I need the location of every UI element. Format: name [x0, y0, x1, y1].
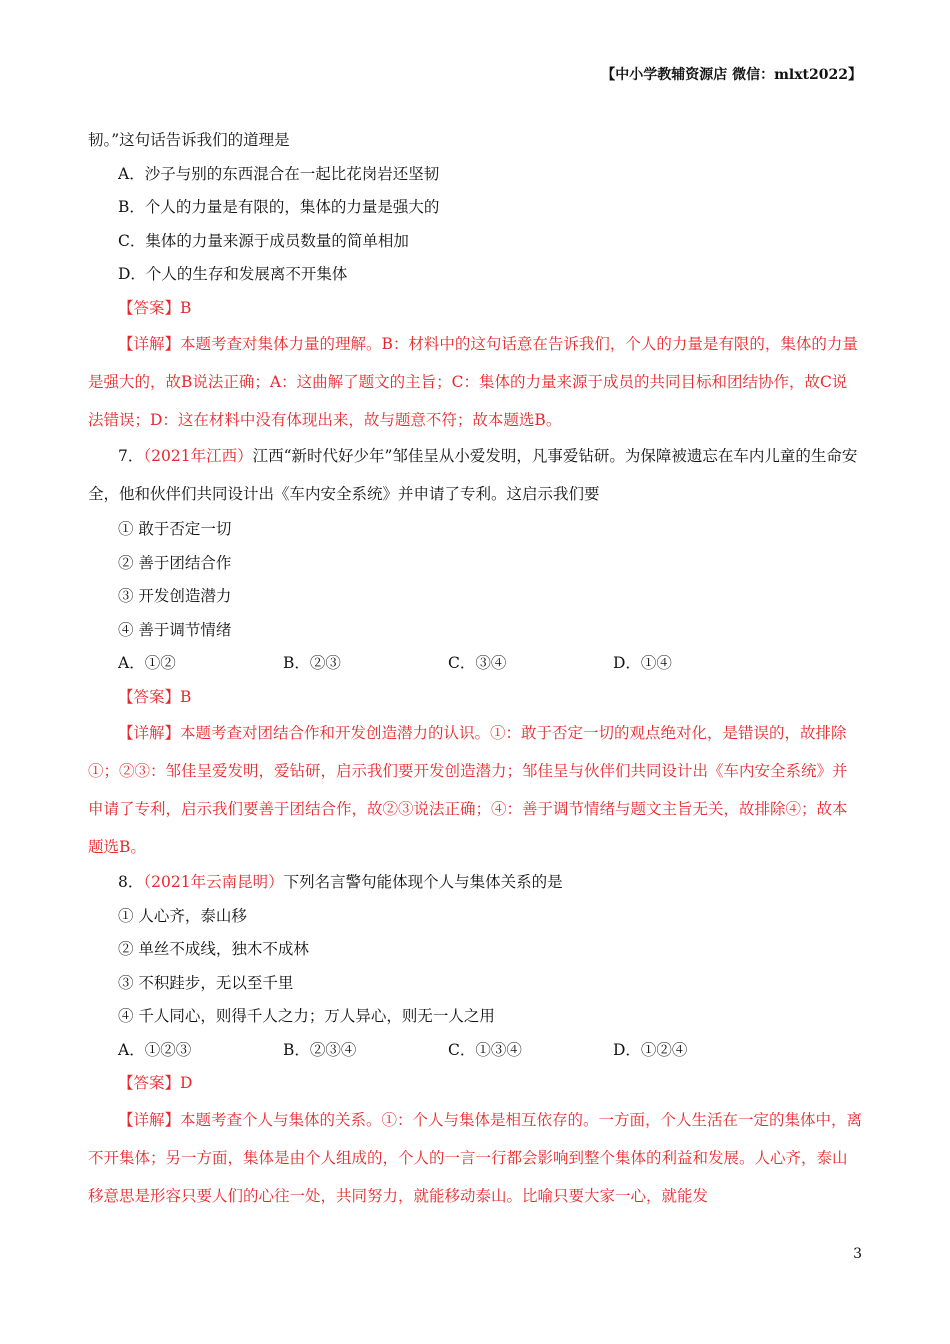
- q8-item-4: ④ 千人同心，则得千人之力；万人异心，则无一人之用: [118, 1007, 495, 1025]
- q7-choice-b: B．②③: [283, 654, 341, 672]
- q6-answer: 【答案】B: [118, 298, 192, 317]
- q7-source: （2021年江西）: [143, 447, 253, 465]
- q8-choice-a: A．①②③: [118, 1040, 192, 1059]
- q8-item-1: ① 人心齐，泰山移: [118, 906, 247, 925]
- q8-choices: [88, 1034, 862, 1068]
- q7-answer: 【答案】B: [118, 687, 192, 706]
- q7-item-3: ③ 开发创造潜力: [118, 587, 232, 605]
- q8-item-3: ③ 不积跬步，无以至千里: [118, 973, 294, 992]
- q7-choice-c: C．③④: [448, 654, 507, 672]
- q7-choices: [88, 647, 862, 681]
- q7-item-4: ④ 善于调节情绪: [118, 620, 232, 639]
- q8-stem: 下列名言警句能体现个人与集体关系的是: [283, 873, 563, 891]
- q7-number: 7．: [118, 447, 144, 465]
- q8-question: [88, 866, 862, 900]
- q8-choice-b: B．②③④: [283, 1040, 357, 1059]
- q8-answer: 【答案】D: [118, 1074, 193, 1092]
- q6-option-a: A．沙子与别的东西混合在一起比花岗岩还坚韧: [118, 164, 440, 183]
- q8-choice-d: D．①②④: [613, 1040, 688, 1059]
- q8-analysis: 【详解】本题考查个人与集体的关系。①：个人与集体是相互依存的。一方面，个人生活在一定的集体中，离不开集体；另一方面，集体是由个人组成的，个人的一言一行都会影响到整个集体的利益和发展。人心齐，泰山移意思是形容只要人们的心往一处，共同努力，就能移动泰山。比喻只要大家一心，就能发: [88, 1110, 863, 1205]
- document-body: [88, 124, 862, 1215]
- q7-choice-d: D．①④: [613, 654, 672, 672]
- q6-option-d: D．个人的生存和发展离不开集体: [118, 265, 348, 283]
- q6-analysis: 【详解】本题考查对集体力量的理解。B：材料中的这句话意在告诉我们，个人的力量是有限的，集体的力量是强大的，故B说法正确；A：这曲解了题文的主旨；C：集体的力量来源于成员的共同目标和团结协作，故C说法错误；D：这在材料中没有体现出来，故与题意不符；故本题选B。: [88, 335, 858, 429]
- q6-option-c: C．集体的力量来源于成员数量的简单相加: [118, 231, 409, 250]
- q6-option-b: B．个人的力量是有限的，集体的力量是强大的: [118, 198, 440, 216]
- page-number: 3: [853, 1246, 862, 1262]
- q7-stem: 江西“新时代好少年”邹佳呈从小爱发明，凡事爱钻研。为保障被遗忘在车内儿童的生命安全，他和伙伴们共同设计出《车内安全系统》并申请了专利。这启示我们要: [88, 447, 858, 503]
- q7-analysis: 【详解】本题考查对团结合作和开发创造潜力的认识。①：敢于否定一切的观点绝对化，是错误的，故排除①；②③：邹佳呈爱发明，爱钻研，启示我们要开发创造潜力；邹佳呈与伙伴们共同设计出《车内安全系统》并申请了专利，启示我们要善于团结合作，故②③说法正确；④：善于调节情绪与题文主旨无关，故排除④；故本题选B。: [88, 724, 848, 856]
- q8-item-2: ② 单丝不成线，独木不成林: [118, 940, 309, 958]
- q8-choice-c: C．①③④: [448, 1040, 522, 1059]
- page-header: 【中小学教辅资源店 微信：mlxt2022】: [601, 67, 862, 83]
- q7-item-1: ① 敢于否定一切: [118, 520, 232, 538]
- q7-question: [88, 437, 862, 513]
- q8-number: 8．: [118, 873, 144, 891]
- q6-stem-tail: 韧。”这句话告诉我们的道理是: [88, 131, 290, 149]
- q7-item-2: ② 善于团结合作: [118, 553, 232, 572]
- q7-choice-a: A．①②: [118, 654, 176, 672]
- q8-source: （2021年云南昆明）: [143, 873, 284, 891]
